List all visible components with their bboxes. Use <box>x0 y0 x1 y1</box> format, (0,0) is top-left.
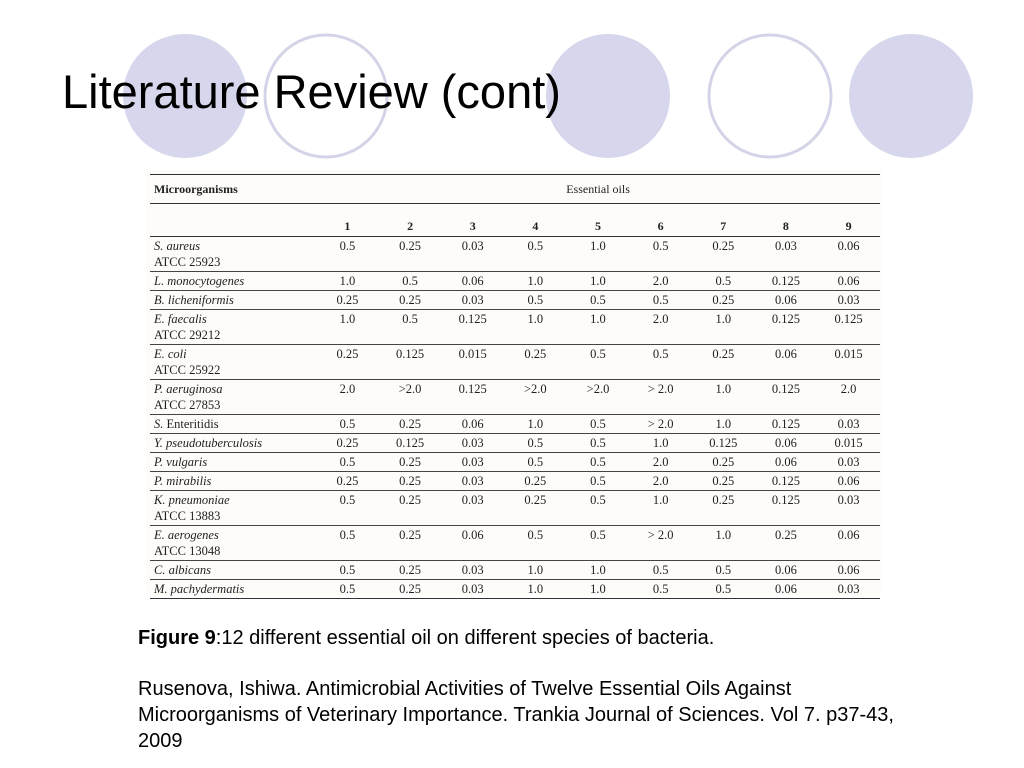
mic-value-cell: 0.25 <box>316 345 379 380</box>
mic-value-cell: 0.25 <box>316 291 379 310</box>
mic-value-cell: 0.5 <box>567 491 630 526</box>
table-row <box>150 415 880 434</box>
column-number-blank <box>150 204 316 237</box>
mic-value-cell: 1.0 <box>504 580 567 599</box>
mic-value-cell: 0.25 <box>692 237 755 272</box>
table-row <box>150 434 880 453</box>
mic-value-cell: 1.0 <box>629 434 692 453</box>
mic-value-cell: 0.06 <box>817 472 880 491</box>
mic-value-cell: 0.25 <box>692 291 755 310</box>
mic-value-cell: 2.0 <box>629 453 692 472</box>
mic-value-cell: 0.06 <box>755 561 818 580</box>
mic-value-cell: 0.25 <box>379 237 442 272</box>
mic-value-cell: 0.5 <box>316 415 379 434</box>
table-row <box>150 526 880 561</box>
mic-value-cell: 0.5 <box>629 291 692 310</box>
mic-value-cell: 1.0 <box>692 526 755 561</box>
species-suffix: Enteritidis <box>166 417 219 431</box>
strain-id: ATCC 27853 <box>154 398 221 412</box>
species-name: P. mirabilis <box>154 474 212 488</box>
species-name: L. monocytogenes <box>154 274 245 288</box>
organism-cell <box>150 453 316 472</box>
mic-value-cell: 1.0 <box>692 380 755 415</box>
mic-value-cell: 0.25 <box>692 472 755 491</box>
mic-value-cell: 0.015 <box>817 434 880 453</box>
mic-value-cell: 0.25 <box>379 526 442 561</box>
mic-value-cell: 0.06 <box>817 272 880 291</box>
organism-cell <box>150 272 316 291</box>
mic-value-cell: 0.06 <box>755 291 818 310</box>
deco-filled-circle-2 <box>546 34 670 158</box>
strain-id: ATCC 13048 <box>154 544 221 558</box>
mic-value-cell: 0.5 <box>567 434 630 453</box>
mic-value-cell: 0.5 <box>504 434 567 453</box>
mic-value-cell: 1.0 <box>629 491 692 526</box>
mic-value-cell: 0.5 <box>629 237 692 272</box>
mic-value-cell: 1.0 <box>567 310 630 345</box>
column-number-7: 7 <box>692 204 755 237</box>
figure-caption-text: :12 different essential oil on different species of bacteria. <box>215 627 715 649</box>
scanned-table-image <box>146 170 882 595</box>
organism-cell <box>150 434 316 453</box>
mic-value-cell: 0.5 <box>567 526 630 561</box>
mic-value-cell: >2.0 <box>504 380 567 415</box>
mic-value-cell: 0.5 <box>316 237 379 272</box>
mic-value-cell: 0.125 <box>379 345 442 380</box>
mic-value-cell: 1.0 <box>504 272 567 291</box>
mic-value-cell: 2.0 <box>817 380 880 415</box>
mic-value-cell: 0.06 <box>817 237 880 272</box>
mic-value-cell: 1.0 <box>504 310 567 345</box>
mic-value-cell: 0.06 <box>755 345 818 380</box>
mic-value-cell: 1.0 <box>567 580 630 599</box>
mic-value-cell: 0.03 <box>441 291 504 310</box>
species-name: E. aerogenes <box>154 528 219 542</box>
mic-value-cell: 0.03 <box>441 434 504 453</box>
species-name: S. aureus <box>154 239 201 253</box>
mic-value-cell: 0.03 <box>817 580 880 599</box>
mic-value-cell: 0.5 <box>316 453 379 472</box>
mic-value-cell: 0.03 <box>441 453 504 472</box>
mic-value-cell: 0.125 <box>755 380 818 415</box>
mic-value-cell: 0.5 <box>316 561 379 580</box>
mic-value-cell: 0.5 <box>316 580 379 599</box>
mic-value-cell: 0.5 <box>692 272 755 291</box>
mic-value-cell: 0.06 <box>817 526 880 561</box>
organism-cell <box>150 561 316 580</box>
mic-value-cell: 0.25 <box>504 491 567 526</box>
mic-value-cell: 0.5 <box>567 345 630 380</box>
slide-title: Literature Review (cont) <box>62 65 561 118</box>
mic-value-cell: 0.5 <box>629 345 692 380</box>
organism-cell <box>150 291 316 310</box>
mic-value-cell: 0.25 <box>379 291 442 310</box>
species-name: M. pachydermatis <box>154 582 245 596</box>
mic-value-cell: 0.5 <box>504 237 567 272</box>
species-name: E. coli <box>154 347 187 361</box>
table-row <box>150 310 880 345</box>
organism-cell <box>150 380 316 415</box>
mic-value-cell: 0.06 <box>441 272 504 291</box>
table-row <box>150 237 880 272</box>
mic-value-cell: 0.03 <box>441 472 504 491</box>
mic-value-cell: 0.03 <box>817 291 880 310</box>
mic-value-cell: 0.25 <box>379 561 442 580</box>
table-row <box>150 491 880 526</box>
mic-value-cell: 0.06 <box>817 561 880 580</box>
mic-value-cell: 0.5 <box>316 526 379 561</box>
mic-value-cell: 2.0 <box>316 380 379 415</box>
mic-value-cell: 0.5 <box>504 526 567 561</box>
strain-id: ATCC 25922 <box>154 363 221 377</box>
mic-value-cell: 0.03 <box>441 561 504 580</box>
mic-value-cell: 0.25 <box>379 491 442 526</box>
species-name: C. albicans <box>154 563 211 577</box>
mic-value-cell: 0.25 <box>755 526 818 561</box>
citation-text: Rusenova, Ishiwa. Antimicrobial Activities of Twelve Essential Oils Against Microorganisms of Veterinary Importance. Trankia Journal of Sciences. Vol 7. p37-43, 2009 <box>138 678 894 752</box>
species-name: P. aeruginosa <box>154 382 223 396</box>
organism-cell <box>150 237 316 272</box>
organism-cell <box>150 526 316 561</box>
column-number-8: 8 <box>755 204 818 237</box>
mic-value-cell: 0.03 <box>817 491 880 526</box>
mic-value-cell: 0.25 <box>379 472 442 491</box>
mic-value-cell: >2.0 <box>379 380 442 415</box>
mic-value-cell: 0.03 <box>817 415 880 434</box>
deco-ring-circle-2 <box>709 35 831 157</box>
column-number-4: 4 <box>504 204 567 237</box>
mic-value-cell: 0.06 <box>441 415 504 434</box>
species-name: K. pneumoniae <box>154 493 230 507</box>
figure-caption <box>138 626 898 651</box>
mic-value-cell: 0.125 <box>441 380 504 415</box>
column-number-6: 6 <box>629 204 692 237</box>
table-row <box>150 272 880 291</box>
mic-value-cell: 0.125 <box>755 491 818 526</box>
mic-value-cell: 0.25 <box>316 434 379 453</box>
mic-value-cell: 0.125 <box>755 310 818 345</box>
mic-value-cell: 0.125 <box>755 472 818 491</box>
mic-value-cell: 0.5 <box>567 453 630 472</box>
table-row <box>150 345 880 380</box>
mic-value-cell: 2.0 <box>629 272 692 291</box>
mic-value-cell: 0.5 <box>379 272 442 291</box>
table-body <box>150 237 880 599</box>
mic-value-cell: 1.0 <box>504 561 567 580</box>
mic-value-cell: 0.125 <box>379 434 442 453</box>
mic-value-cell: 0.5 <box>567 472 630 491</box>
mic-value-cell: 0.25 <box>692 491 755 526</box>
organism-cell <box>150 580 316 599</box>
mic-value-cell: 0.03 <box>441 491 504 526</box>
mic-value-cell: 1.0 <box>567 272 630 291</box>
mic-value-cell: 0.5 <box>316 491 379 526</box>
mic-value-cell: 0.125 <box>817 310 880 345</box>
mic-value-cell: 0.5 <box>692 580 755 599</box>
mic-value-cell: 0.5 <box>504 291 567 310</box>
mic-value-cell: 0.25 <box>379 415 442 434</box>
mic-value-cell: 0.25 <box>379 453 442 472</box>
mic-value-cell: 1.0 <box>692 310 755 345</box>
mic-value-cell: 0.015 <box>817 345 880 380</box>
column-number-3: 3 <box>441 204 504 237</box>
mic-value-cell: 0.06 <box>441 526 504 561</box>
mic-value-cell: 0.25 <box>504 472 567 491</box>
table-row <box>150 291 880 310</box>
mic-value-cell: 1.0 <box>316 272 379 291</box>
microorganisms-header: Microorganisms <box>150 175 316 204</box>
essential-oils-header: Essential oils <box>316 175 880 204</box>
mic-value-cell: 0.25 <box>692 453 755 472</box>
mic-value-cell: 1.0 <box>504 415 567 434</box>
mic-table <box>150 174 880 599</box>
mic-value-cell: 0.03 <box>755 237 818 272</box>
organism-cell <box>150 345 316 380</box>
organism-cell <box>150 491 316 526</box>
mic-value-cell: 0.125 <box>441 310 504 345</box>
mic-value-cell: 0.125 <box>755 415 818 434</box>
mic-value-cell: 0.125 <box>692 434 755 453</box>
mic-value-cell: 0.5 <box>379 310 442 345</box>
mic-value-cell: 1.0 <box>567 561 630 580</box>
strain-id: ATCC 29212 <box>154 328 221 342</box>
table-row <box>150 380 880 415</box>
mic-value-cell: 0.06 <box>755 453 818 472</box>
mic-value-cell: > 2.0 <box>629 415 692 434</box>
mic-value-cell: 0.5 <box>567 415 630 434</box>
table-row <box>150 580 880 599</box>
column-number-9: 9 <box>817 204 880 237</box>
mic-value-cell: 0.5 <box>567 291 630 310</box>
mic-value-cell: > 2.0 <box>629 380 692 415</box>
mic-value-cell: >2.0 <box>567 380 630 415</box>
mic-value-cell: 0.25 <box>316 472 379 491</box>
strain-id: ATCC 25923 <box>154 255 221 269</box>
mic-value-cell: 0.03 <box>817 453 880 472</box>
table-header-row <box>150 175 880 204</box>
column-number-row <box>150 204 880 237</box>
table-row <box>150 453 880 472</box>
mic-value-cell: 2.0 <box>629 472 692 491</box>
mic-value-cell: 0.5 <box>692 561 755 580</box>
column-number-2: 2 <box>379 204 442 237</box>
deco-filled-circle-3 <box>849 34 973 158</box>
mic-value-cell: > 2.0 <box>629 526 692 561</box>
column-number-5: 5 <box>567 204 630 237</box>
mic-value-cell: 0.5 <box>629 561 692 580</box>
species-name: P. vulgaris <box>154 455 208 469</box>
mic-value-cell: 1.0 <box>567 237 630 272</box>
mic-value-cell: 0.06 <box>755 580 818 599</box>
column-number-1: 1 <box>316 204 379 237</box>
mic-value-cell: 2.0 <box>629 310 692 345</box>
strain-id: ATCC 13883 <box>154 509 221 523</box>
organism-cell <box>150 310 316 345</box>
mic-value-cell: 0.25 <box>504 345 567 380</box>
mic-value-cell: 1.0 <box>692 415 755 434</box>
table-row <box>150 561 880 580</box>
organism-cell <box>150 472 316 491</box>
organism-cell <box>150 415 316 434</box>
species-name: Y. pseudotuberculosis <box>154 436 263 450</box>
mic-value-cell: 0.5 <box>504 453 567 472</box>
mic-value-cell: 0.03 <box>441 237 504 272</box>
mic-value-cell: 0.125 <box>755 272 818 291</box>
mic-value-cell: 0.015 <box>441 345 504 380</box>
mic-value-cell: 0.25 <box>692 345 755 380</box>
table-row <box>150 472 880 491</box>
mic-value-cell: 0.03 <box>441 580 504 599</box>
species-name: E. faecalis <box>154 312 207 326</box>
mic-value-cell: 0.06 <box>755 434 818 453</box>
species-name: S. <box>154 417 164 431</box>
mic-value-cell: 0.5 <box>629 580 692 599</box>
figure-label: Figure 9 <box>138 627 216 649</box>
species-name: B. licheniformis <box>154 293 234 307</box>
mic-value-cell: 1.0 <box>316 310 379 345</box>
mic-value-cell: 0.25 <box>379 580 442 599</box>
